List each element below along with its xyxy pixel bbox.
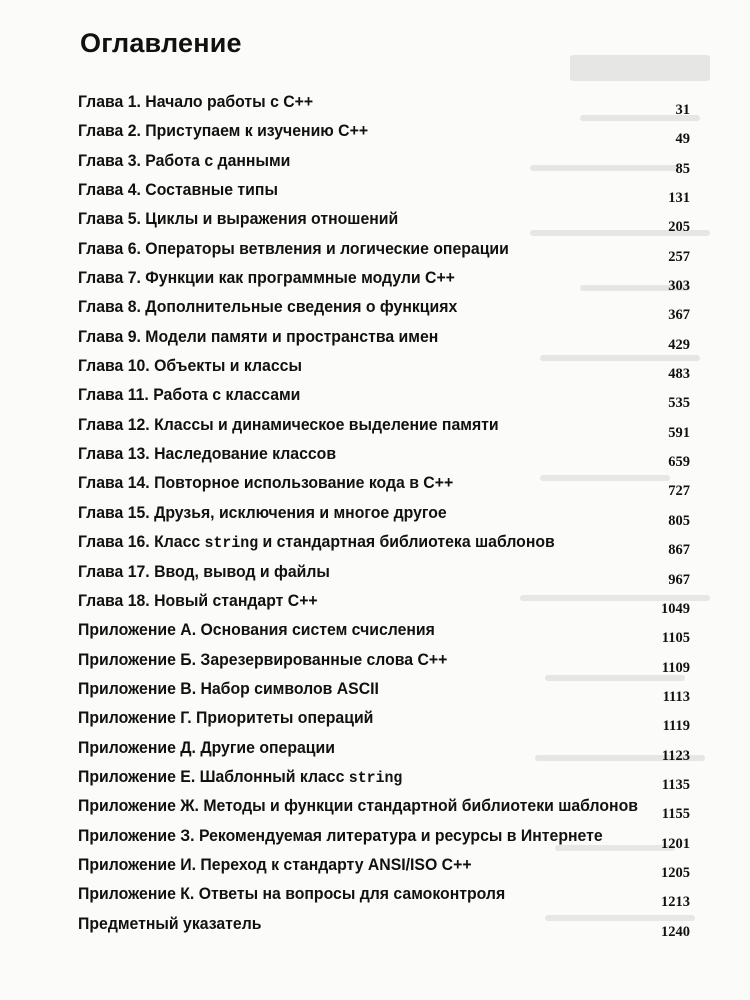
toc-entry-title	[78, 121, 368, 141]
toc-entry	[78, 209, 690, 238]
toc-entry	[78, 708, 690, 737]
toc-entry-code: string	[204, 534, 259, 553]
toc-entry	[78, 239, 690, 268]
toc-entry	[78, 444, 690, 473]
toc-entry-page-number: 805	[668, 512, 690, 529]
toc-entry	[78, 268, 690, 297]
toc-entry-title	[78, 620, 435, 640]
toc-entry	[78, 151, 690, 180]
toc-entry-title	[78, 914, 261, 934]
toc-entry-text: Глава 9. Модели памяти и пространства имен	[78, 326, 439, 346]
toc-entry-page-number: 1155	[661, 806, 690, 823]
toc-entry-page-number: 1123	[661, 747, 690, 764]
toc-entry-text: Приложение В. Набор символов ASCII	[78, 678, 379, 698]
toc-entry-page-number: 483	[668, 366, 690, 383]
ghost-heading	[570, 55, 710, 81]
toc-entry-text: Глава 18. Новый стандарт C++	[78, 590, 318, 610]
toc-entry-page-number: 1113	[662, 688, 690, 705]
toc-entry-title	[78, 385, 300, 405]
toc-entry-title	[78, 591, 318, 611]
toc-entry-text: Приложение Ж. Методы и функции стандартной библиотеки шаблонов	[78, 796, 638, 816]
toc-entry-title	[78, 884, 505, 904]
toc-entry-text: Глава 12. Классы и динамическое выделение памяти	[78, 414, 499, 434]
toc-entry-page-number: 1213	[661, 894, 690, 911]
toc-entry-text: Глава 1. Начало работы с C++	[78, 92, 314, 111]
toc-entry-page-number: 1049	[661, 600, 690, 617]
toc-entry-text: Глава 11. Работа с классами	[78, 385, 301, 405]
toc-entry-title	[78, 239, 509, 259]
toc-entry	[78, 796, 690, 825]
toc-entry-text: Глава 13. Наследование классов	[78, 444, 337, 464]
toc-entry-page-number: 1240	[661, 923, 690, 940]
toc-entry-title	[78, 356, 302, 376]
toc-entry-title	[78, 268, 455, 288]
toc-entry-text: Приложение Б. Зарезервированные слова C++	[78, 649, 448, 669]
toc-entry-text: Приложение Г. Приоритеты операций	[78, 708, 374, 728]
toc-entry-page-number: 49	[675, 131, 690, 148]
toc-entry-title	[78, 297, 457, 317]
toc-entry-title	[78, 503, 447, 523]
toc-entry	[78, 767, 690, 796]
toc-entry-title	[78, 327, 438, 347]
toc-entry-page-number: 659	[668, 454, 690, 471]
toc-entry-text: Приложение З. Рекомендуемая литература и ресурсы в Интернете	[78, 825, 603, 845]
toc-entry-text: Глава 10. Объекты и классы	[78, 356, 302, 376]
toc-entry-page-number: 727	[668, 483, 690, 500]
toc-entry-title	[78, 151, 290, 171]
toc-entry-page-number: 535	[668, 395, 690, 412]
toc-entry-page-number: 1135	[661, 776, 690, 793]
toc-entry	[78, 532, 690, 561]
toc-entry	[78, 473, 690, 502]
toc-entry-text: Глава 2. Приступаем к изучению C++	[78, 121, 369, 141]
toc-entry-text: Глава 17. Ввод, вывод и файлы	[78, 561, 330, 581]
toc-entry-page-number: 257	[668, 248, 690, 265]
toc-entry	[78, 121, 690, 150]
toc-entry-title	[78, 650, 447, 670]
toc-entry	[78, 92, 690, 121]
toc-entry-title	[78, 796, 638, 816]
toc-entry-text: Предметный указатель	[78, 913, 262, 933]
toc-entry	[78, 180, 690, 209]
toc-entry	[78, 914, 690, 943]
toc-entry-page-number: 967	[668, 571, 690, 588]
toc-entry-page-number: 429	[668, 336, 690, 353]
toc-entry-title	[78, 767, 402, 787]
toc-entry	[78, 562, 690, 591]
toc-entry-title	[78, 562, 330, 582]
toc-entry	[78, 738, 690, 767]
toc-entry	[78, 356, 690, 385]
toc-entry	[78, 327, 690, 356]
toc-entry	[78, 884, 690, 913]
toc-entry-page-number: 85	[675, 160, 690, 177]
toc-entry-text: Глава 3. Работа с данными	[78, 150, 291, 170]
toc-entry	[78, 679, 690, 708]
toc-entry-page-number: 1201	[661, 835, 690, 852]
toc-entry-title	[78, 444, 336, 464]
toc-entry	[78, 415, 690, 444]
page-title: Оглавление	[80, 28, 242, 58]
toc-entry-page-number: 205	[668, 219, 690, 236]
toc-entry-page-number: 591	[668, 424, 690, 441]
toc-entry-text: Глава 7. Функции как программные модули C++	[78, 268, 455, 288]
toc-entry-page-number: 367	[668, 307, 690, 324]
toc-entry-title	[78, 679, 379, 699]
toc-entry-text: Глава 14. Повторное использование кода в C++	[78, 473, 454, 493]
toc-entry-page-number: 867	[668, 542, 690, 559]
toc-entry	[78, 650, 690, 679]
toc-entry-title	[78, 473, 453, 493]
toc-entry-title	[78, 415, 499, 435]
toc-entry-title	[78, 708, 373, 728]
toc-entry-title	[78, 855, 472, 875]
toc-entry-title	[78, 738, 335, 758]
toc-entry-text: Приложение К. Ответы на вопросы для самоконтроля	[78, 884, 506, 904]
toc-entry	[78, 385, 690, 414]
toc-entry-text: и стандартная библиотека шаблонов	[258, 532, 555, 552]
toc-entry	[78, 620, 690, 649]
toc-entry	[78, 826, 690, 855]
toc-entry-text: Глава 6. Операторы ветвления и логические операции	[78, 238, 509, 258]
toc-entry-text: Приложение А. Основания систем счисления	[78, 620, 435, 640]
toc-entry-text: Глава 8. Дополнительные сведения о функциях	[78, 297, 458, 317]
toc-entry-title	[78, 180, 278, 200]
toc-entry-page-number: 1109	[661, 659, 690, 676]
toc-entry-text: Глава 5. Циклы и выражения отношений	[78, 209, 399, 229]
toc-entry-page-number: 1205	[661, 864, 690, 881]
toc-entry-text: Глава 4. Составные типы	[78, 180, 278, 200]
toc-entry-page-number: 1119	[662, 718, 690, 735]
toc-entry-title	[78, 826, 603, 846]
toc-entry-page-number: 1105	[661, 630, 690, 647]
toc-entry	[78, 503, 690, 532]
toc-entry-text: Приложение Д. Другие операции	[78, 737, 335, 757]
toc-entry-title	[78, 92, 313, 112]
table-of-contents	[78, 92, 690, 943]
toc-entry-title	[78, 532, 555, 552]
toc-entry-text: Глава 16. Класс	[78, 532, 205, 552]
toc-entry	[78, 855, 690, 884]
toc-entry	[78, 591, 690, 620]
toc-entry-code: string	[348, 768, 403, 787]
toc-entry-page-number: 303	[668, 278, 690, 295]
toc-entry-text: Приложение Е. Шаблонный класс	[78, 766, 349, 786]
toc-entry	[78, 297, 690, 326]
toc-entry-page-number: 131	[668, 190, 690, 207]
toc-entry-text: Глава 15. Друзья, исключения и многое другое	[78, 502, 447, 522]
toc-entry-text: Приложение И. Переход к стандарту ANSI/ISO C++	[78, 854, 472, 874]
toc-entry-page-number: 31	[675, 102, 690, 118]
toc-entry-title	[78, 209, 398, 229]
